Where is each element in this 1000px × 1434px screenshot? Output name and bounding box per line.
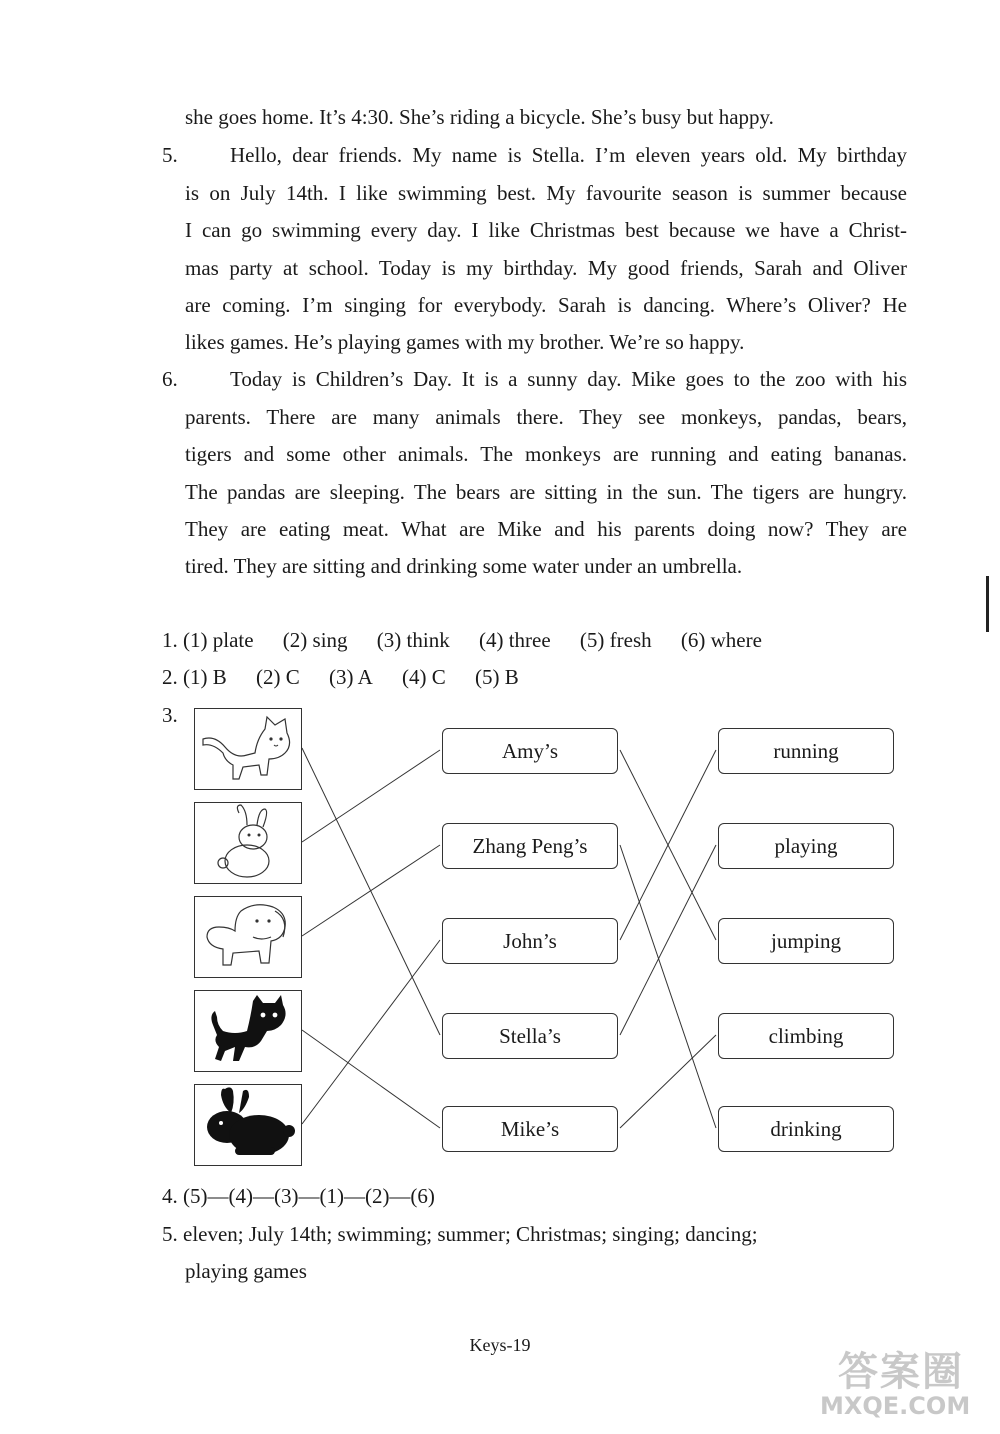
answer-item: (3) think — [376, 628, 450, 652]
owner-box: Amy’s — [442, 728, 618, 774]
answer-item: (5) fresh — [579, 628, 652, 652]
answer-item: (4) three — [478, 628, 551, 652]
answer-text: (5)—(4)—(3)—(1)—(2)—(6) — [183, 1184, 435, 1208]
watermark-logo: 答案圈 — [838, 1349, 964, 1395]
paragraph-line: likes games. He’s playing games with my brother. We’re so happy. — [185, 330, 745, 354]
answer-item: (1) plate — [183, 628, 254, 652]
answer-number: 2. — [162, 665, 178, 689]
paragraph-number: 5. — [162, 143, 178, 167]
answer-5 — [162, 1221, 758, 1247]
passage-line: she goes home. It’s 4:30. She’s riding a bicycle. She’s busy but happy. — [185, 105, 774, 129]
answer-number: 3. — [162, 703, 178, 727]
paragraph-line: mas party at school. Today is my birthday. My good friends, Sarah and Oliver — [185, 256, 907, 280]
owner-action-line — [620, 845, 716, 1128]
answer-number: 1. — [162, 628, 178, 652]
dog-picture — [194, 896, 302, 978]
animal-owner-line — [302, 1030, 440, 1128]
answer-text: eleven; July 14th; swimming; summer; Christmas; singing; dancing; — [183, 1222, 758, 1246]
rabbit-picture — [194, 802, 302, 884]
page-edge-mark — [986, 576, 999, 632]
answer-item: (4) C — [402, 665, 446, 689]
paragraph-line: The pandas are sleeping. The bears are sitting in the sun. The tigers are hungry. — [185, 480, 907, 504]
animal-owner-line — [302, 845, 440, 936]
black-cat-icon — [195, 991, 301, 1071]
answer-number: 5. — [162, 1222, 178, 1246]
black-rabbit-picture — [194, 1084, 302, 1166]
watermark — [820, 1340, 990, 1430]
owner-box: John’s — [442, 918, 618, 964]
action-box: drinking — [718, 1106, 894, 1152]
paragraph-line: I can go swimming every day. I like Christmas best because we have a Christ- — [185, 218, 907, 242]
answer-item: (1) B — [183, 665, 227, 689]
action-box: running — [718, 728, 894, 774]
paragraph-line: tired. They are sitting and drinking some water under an umbrella. — [185, 554, 743, 578]
watermark-url: MXQE.COM — [820, 1392, 971, 1420]
rabbit-icon — [195, 803, 301, 883]
animal-owner-line — [302, 940, 440, 1124]
action-box: jumping — [718, 918, 894, 964]
answer-item: (3) A — [329, 665, 373, 689]
black-rabbit-icon — [195, 1085, 301, 1165]
owner-box: Zhang Peng’s — [442, 823, 618, 869]
owner-box: Mike’s — [442, 1106, 618, 1152]
owner-action-line — [620, 845, 716, 1035]
answer-item: (6) where — [680, 628, 762, 652]
paragraph-line: They are eating meat. What are Mike and his parents doing now? They are — [185, 517, 907, 541]
black-cat-picture — [194, 990, 302, 1072]
answer-number: 4. — [162, 1184, 178, 1208]
cat-picture — [194, 708, 302, 790]
paragraph-line: Hello, dear friends. My name is Stella. I’m eleven years old. My birthday — [230, 143, 907, 167]
paragraph-line: is on July 14th. I like swimming best. My favourite season is summer because — [185, 181, 907, 205]
paragraph-line: tigers and some other animals. The monkeys are running and eating bananas. — [185, 442, 907, 466]
animal-owner-line — [302, 748, 440, 1035]
page-footer: Keys-19 — [469, 1335, 531, 1355]
answer-item: (5) B — [475, 665, 519, 689]
answer-4 — [162, 1183, 435, 1209]
owner-action-line — [620, 1035, 716, 1128]
dog-icon — [195, 897, 301, 977]
paragraph-number: 6. — [162, 367, 178, 391]
answer-item: (2) C — [256, 665, 300, 689]
action-box: climbing — [718, 1013, 894, 1059]
answer-item: (2) sing — [282, 628, 348, 652]
animal-owner-line — [302, 750, 440, 842]
paragraph-line: Today is Children’s Day. It is a sunny day. Mike goes to the zoo with his — [230, 367, 907, 391]
paragraph-line: parents. There are many animals there. They see monkeys, pandas, bears, — [185, 405, 907, 429]
cat-icon — [195, 709, 301, 789]
action-box: playing — [718, 823, 894, 869]
answer-text: playing games — [185, 1259, 307, 1283]
paragraph-line: are coming. I’m singing for everybody. Sarah is dancing. Where’s Oliver? He — [185, 293, 907, 317]
owner-box: Stella’s — [442, 1013, 618, 1059]
